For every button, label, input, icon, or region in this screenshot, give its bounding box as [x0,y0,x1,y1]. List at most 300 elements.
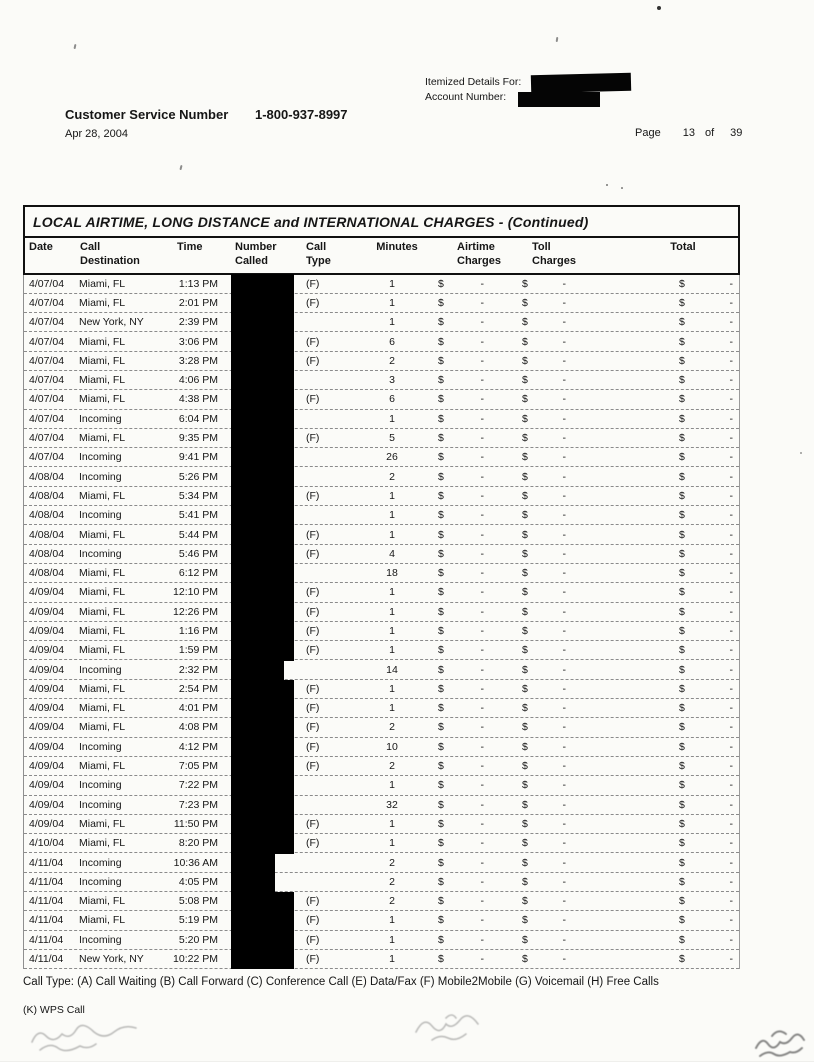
cell-toll-charges [520,953,610,965]
table-row [24,545,739,564]
cell-total [629,876,739,888]
dollar-sign: $ [522,702,528,715]
airtime-amount: - [480,567,484,580]
scan-smudge [28,1014,158,1056]
cell-call-type: (F) [306,296,320,309]
dollar-sign: $ [438,296,444,309]
account-number-label: Account Number: [425,91,507,103]
cell-airtime-charges [436,316,520,328]
cell-minutes: 1 [389,528,395,541]
dollar-sign: $ [522,953,528,966]
table-row [24,294,739,313]
total-amount: - [729,432,733,445]
airtime-amount: - [480,914,484,927]
col-header-call-type [301,241,357,269]
cell-call-destination: Miami, FL [79,914,126,927]
total-amount: - [729,335,733,348]
cell-airtime-charges [436,278,520,290]
dollar-sign: $ [522,644,528,657]
total-amount: - [729,798,733,811]
dollar-sign: $ [679,895,685,908]
cell-total [629,837,739,849]
total-amount: - [729,354,733,367]
scan-smudge [412,1006,496,1046]
cell-time: 9:35 PM [178,432,218,445]
table-row [24,352,739,371]
cell-number-called [226,410,300,428]
cell-call-destination: Miami, FL [79,354,126,367]
cell-number-called [226,699,300,717]
toll-amount: - [562,393,566,406]
dollar-sign: $ [679,875,685,888]
cell-number-called [226,332,300,350]
statement-date: Apr 28, 2004 [65,128,128,140]
dollar-sign: $ [679,528,685,541]
total-amount: - [729,374,733,387]
redacted-number [231,950,294,970]
redacted-number [231,544,294,564]
col-header-text: Toll [532,241,551,253]
cell-airtime-charges [436,760,520,772]
dollar-sign: $ [438,567,444,580]
cell-toll-charges [520,799,610,811]
cell-number-called [226,390,300,408]
dollar-sign: $ [679,567,685,580]
cell-number-called [226,796,300,814]
airtime-amount: - [480,335,484,348]
cell-date: 4/09/04 [29,760,65,773]
scan-speck [179,165,182,170]
airtime-amount: - [480,895,484,908]
dollar-sign: $ [438,451,444,464]
toll-amount: - [562,509,566,522]
dollar-sign: $ [522,933,528,946]
table-row [24,410,739,429]
total-amount: - [729,760,733,773]
total-amount: - [729,721,733,734]
cell-call-type: (F) [306,702,320,715]
cell-call-destination: Miami, FL [79,837,126,850]
dollar-sign: $ [438,432,444,445]
cell-minutes: 1 [389,933,395,946]
total-amount: - [729,856,733,869]
dollar-sign: $ [438,354,444,367]
cell-number-called [226,815,300,833]
cell-call-destination: Incoming [79,779,122,792]
cell-minutes: 6 [389,393,395,406]
cell-time: 4:08 PM [178,721,218,734]
dollar-sign: $ [679,798,685,811]
cell-toll-charges [520,509,610,521]
airtime-amount: - [480,721,484,734]
cell-call-destination: Miami, FL [79,760,126,773]
cell-date: 4/07/04 [29,432,65,445]
dollar-sign: $ [522,663,528,676]
page-word: Page [635,127,661,139]
cell-time: 3:28 PM [178,354,218,367]
cell-date: 4/09/04 [29,798,65,811]
dollar-sign: $ [438,335,444,348]
cell-total [629,529,739,541]
airtime-amount: - [480,374,484,387]
cell-call-destination: Miami, FL [79,721,126,734]
cell-time: 5:34 PM [178,489,218,502]
cell-time: 10:36 AM [173,856,218,869]
cell-total [629,683,739,695]
cell-airtime-charges [436,432,520,444]
cell-minutes: 1 [389,953,395,966]
cell-call-type: (F) [306,335,320,348]
dollar-sign: $ [679,547,685,560]
cell-date: 4/08/04 [29,547,65,560]
cell-total [629,664,739,676]
cell-minutes: 1 [389,779,395,792]
cell-time: 7:23 PM [178,798,218,811]
cell-total [629,413,739,425]
cell-time: 5:19 PM [178,914,218,927]
toll-amount: - [562,296,566,309]
cell-time: 10:22 PM [173,953,218,966]
redacted-number [231,622,294,642]
dollar-sign: $ [522,528,528,541]
cell-minutes: 1 [389,509,395,522]
dollar-sign: $ [438,547,444,560]
table-row [24,332,739,351]
total-amount: - [729,740,733,753]
cell-minutes: 32 [386,798,398,811]
cell-toll-charges [520,837,610,849]
table-row [24,815,739,834]
cell-total [629,625,739,637]
dollar-sign: $ [679,277,685,290]
table-row [24,583,739,602]
cell-date: 4/08/04 [29,567,65,580]
cell-toll-charges [520,413,610,425]
table-row [24,718,739,737]
cell-call-destination: Incoming [79,547,122,560]
dollar-sign: $ [679,586,685,599]
toll-amount: - [562,624,566,637]
toll-amount: - [562,702,566,715]
cell-time: 2:32 PM [178,663,218,676]
dollar-sign: $ [438,702,444,715]
airtime-amount: - [480,354,484,367]
cell-time: 2:54 PM [178,682,218,695]
total-amount: - [729,393,733,406]
cell-airtime-charges [436,953,520,965]
cell-minutes: 18 [386,567,398,580]
of-word: of [704,127,715,139]
toll-amount: - [562,354,566,367]
dollar-sign: $ [438,663,444,676]
col-header-text: Type [306,254,331,267]
cell-airtime-charges [436,355,520,367]
dollar-sign: $ [522,489,528,502]
cell-toll-charges [520,683,610,695]
dollar-sign: $ [438,895,444,908]
redacted-number [231,564,294,584]
dollar-sign: $ [522,895,528,908]
redacted-number [231,313,294,333]
cell-total [629,509,739,521]
cell-number-called [226,853,300,871]
cell-call-destination: Miami, FL [79,489,126,502]
cell-call-type: (F) [306,354,320,367]
cell-airtime-charges [436,606,520,618]
cell-time: 1:13 PM [178,277,218,290]
redacted-number [231,602,294,622]
cell-minutes: 1 [389,296,395,309]
dollar-sign: $ [679,779,685,792]
cell-toll-charges [520,432,610,444]
redacted-number [231,892,294,912]
cell-call-type: (F) [306,432,320,445]
cell-call-type: (F) [306,393,320,406]
cell-toll-charges [520,374,610,386]
table-row [24,275,739,294]
cell-call-destination: Incoming [79,798,122,811]
col-header-text: Airtime [457,241,495,253]
redacted-number [231,641,294,661]
cell-number-called [226,641,300,659]
cell-call-destination: Miami, FL [79,374,126,387]
cell-call-destination: Miami, FL [79,528,126,541]
cell-airtime-charges [436,509,520,521]
toll-amount: - [562,470,566,483]
cell-call-type: (F) [306,277,320,290]
cell-airtime-charges [436,876,520,888]
cell-call-destination: New York, NY [79,316,144,329]
cell-number-called [226,834,300,852]
total-amount: - [729,702,733,715]
cell-airtime-charges [436,336,520,348]
col-header-text: Number [235,241,277,253]
dollar-sign: $ [679,412,685,425]
cell-total [629,779,739,791]
table-body [23,275,740,970]
cell-toll-charges [520,490,610,502]
dollar-sign: $ [679,933,685,946]
total-amount: - [729,895,733,908]
table-row [24,371,739,390]
cell-call-type: (F) [306,682,320,695]
dollar-sign: $ [522,277,528,290]
toll-amount: - [562,953,566,966]
dollar-sign: $ [679,644,685,657]
dollar-sign: $ [522,393,528,406]
redacted-number [231,680,294,700]
col-header-text: Date [29,241,53,253]
toll-amount: - [562,895,566,908]
airtime-amount: - [480,528,484,541]
dollar-sign: $ [438,760,444,773]
cell-airtime-charges [436,721,520,733]
cell-airtime-charges [436,625,520,637]
dollar-sign: $ [679,721,685,734]
table-row [24,660,739,679]
cell-date: 4/07/04 [29,374,65,387]
cell-date: 4/09/04 [29,817,65,830]
toll-amount: - [562,721,566,734]
airtime-amount: - [480,624,484,637]
customer-service-label: Customer Service Number [65,107,229,122]
dollar-sign: $ [679,663,685,676]
table-row [24,487,739,506]
cell-number-called [226,680,300,698]
table-row [24,390,739,409]
cell-time: 7:05 PM [178,760,218,773]
cell-total [629,567,739,579]
table-row [24,776,739,795]
dollar-sign: $ [438,528,444,541]
airtime-amount: - [480,740,484,753]
cell-toll-charges [520,355,610,367]
cell-toll-charges [520,818,610,830]
cell-date: 4/10/04 [29,837,65,850]
cell-number-called [226,931,300,949]
dollar-sign: $ [522,798,528,811]
cell-total [629,857,739,869]
col-header-text: Time [177,241,203,253]
dollar-sign: $ [679,605,685,618]
scan-speck [657,6,661,10]
total-amount: - [729,837,733,850]
cell-call-destination: Incoming [79,875,122,888]
cell-total [629,953,739,965]
cell-minutes: 1 [389,489,395,502]
dollar-sign: $ [438,509,444,522]
redacted-number [231,718,294,738]
call-type-legend: Call Type: (A) Call Waiting (B) Call Forward (C) Conference Call (E) Data/Fax (F) Mobile2Mobile (G) Voicemail (H) Free Calls [23,976,659,988]
table-title: LOCAL AIRTIME, LONG DISTANCE and INTERNATIONAL CHARGES - (Continued) [23,205,740,238]
cell-toll-charges [520,934,610,946]
scan-speck [800,452,802,454]
cell-total [629,741,739,753]
cell-total [629,548,739,560]
cell-toll-charges [520,606,610,618]
cell-number-called [226,545,300,563]
dollar-sign: $ [522,837,528,850]
col-header-number-called [227,241,301,269]
cell-date: 4/08/04 [29,509,65,522]
dollar-sign: $ [522,316,528,329]
page-number: 13 [682,127,695,139]
redacted-number [231,911,294,931]
scan-speck [556,37,558,42]
col-header-text: Minutes [376,241,418,253]
toll-amount: - [562,451,566,464]
table-row [24,911,739,930]
dollar-sign: $ [522,779,528,792]
cell-total [629,374,739,386]
cell-total [629,316,739,328]
cell-airtime-charges [436,934,520,946]
col-header-text: Charges [532,254,577,267]
cell-time: 5:41 PM [178,509,218,522]
cell-airtime-charges [436,471,520,483]
table-row [24,641,739,660]
cell-airtime-charges [436,586,520,598]
dollar-sign: $ [679,702,685,715]
dollar-sign: $ [679,374,685,387]
cell-call-type: (F) [306,624,320,637]
redacted-number [231,853,275,873]
toll-amount: - [562,663,566,676]
scan-smudge [752,1024,808,1062]
redacted-number [231,332,294,352]
cell-total [629,451,739,463]
cell-total [629,471,739,483]
cell-minutes: 1 [389,837,395,850]
cell-call-destination: Miami, FL [79,895,126,908]
cell-call-destination: Miami, FL [79,682,126,695]
toll-amount: - [562,412,566,425]
cell-number-called [226,313,300,331]
redacted-number [231,757,294,777]
airtime-amount: - [480,856,484,869]
cell-date: 4/09/04 [29,740,65,753]
toll-amount: - [562,528,566,541]
cell-call-type: (F) [306,895,320,908]
cell-total [629,586,739,598]
total-amount: - [729,489,733,502]
total-amount: - [729,875,733,888]
airtime-amount: - [480,547,484,560]
scan-speck [621,187,623,189]
cell-total [629,336,739,348]
cell-time: 8:20 PM [178,837,218,850]
redacted-number [231,873,275,893]
cell-minutes: 1 [389,702,395,715]
dollar-sign: $ [438,644,444,657]
dollar-sign: $ [679,432,685,445]
redacted-number [231,660,284,680]
redacted-number [231,525,294,545]
cell-date: 4/11/04 [29,856,64,869]
cell-toll-charges [520,471,610,483]
dollar-sign: $ [522,412,528,425]
col-header-date [25,241,77,269]
toll-amount: - [562,567,566,580]
col-header-minutes [357,241,437,269]
cell-total [629,934,739,946]
cell-number-called [226,275,300,293]
total-amount: - [729,605,733,618]
table-row [24,467,739,486]
redacted-number [231,815,294,835]
cell-toll-charges [520,702,610,714]
col-header-toll-charges [521,241,611,269]
cell-total [629,702,739,714]
redacted-number [231,795,294,815]
dollar-sign: $ [438,856,444,869]
col-header-text: Total [670,241,696,253]
cell-toll-charges [520,567,610,579]
airtime-amount: - [480,644,484,657]
toll-amount: - [562,914,566,927]
dollar-sign: $ [438,624,444,637]
toll-amount: - [562,760,566,773]
col-header-text: Called [235,254,269,267]
airtime-amount: - [480,933,484,946]
table-row [24,931,739,950]
airtime-amount: - [480,393,484,406]
cell-minutes: 1 [389,682,395,695]
cell-call-type: (F) [306,644,320,657]
cell-time: 12:10 PM [173,586,218,599]
cell-number-called [226,448,300,466]
cell-minutes: 2 [389,875,395,888]
